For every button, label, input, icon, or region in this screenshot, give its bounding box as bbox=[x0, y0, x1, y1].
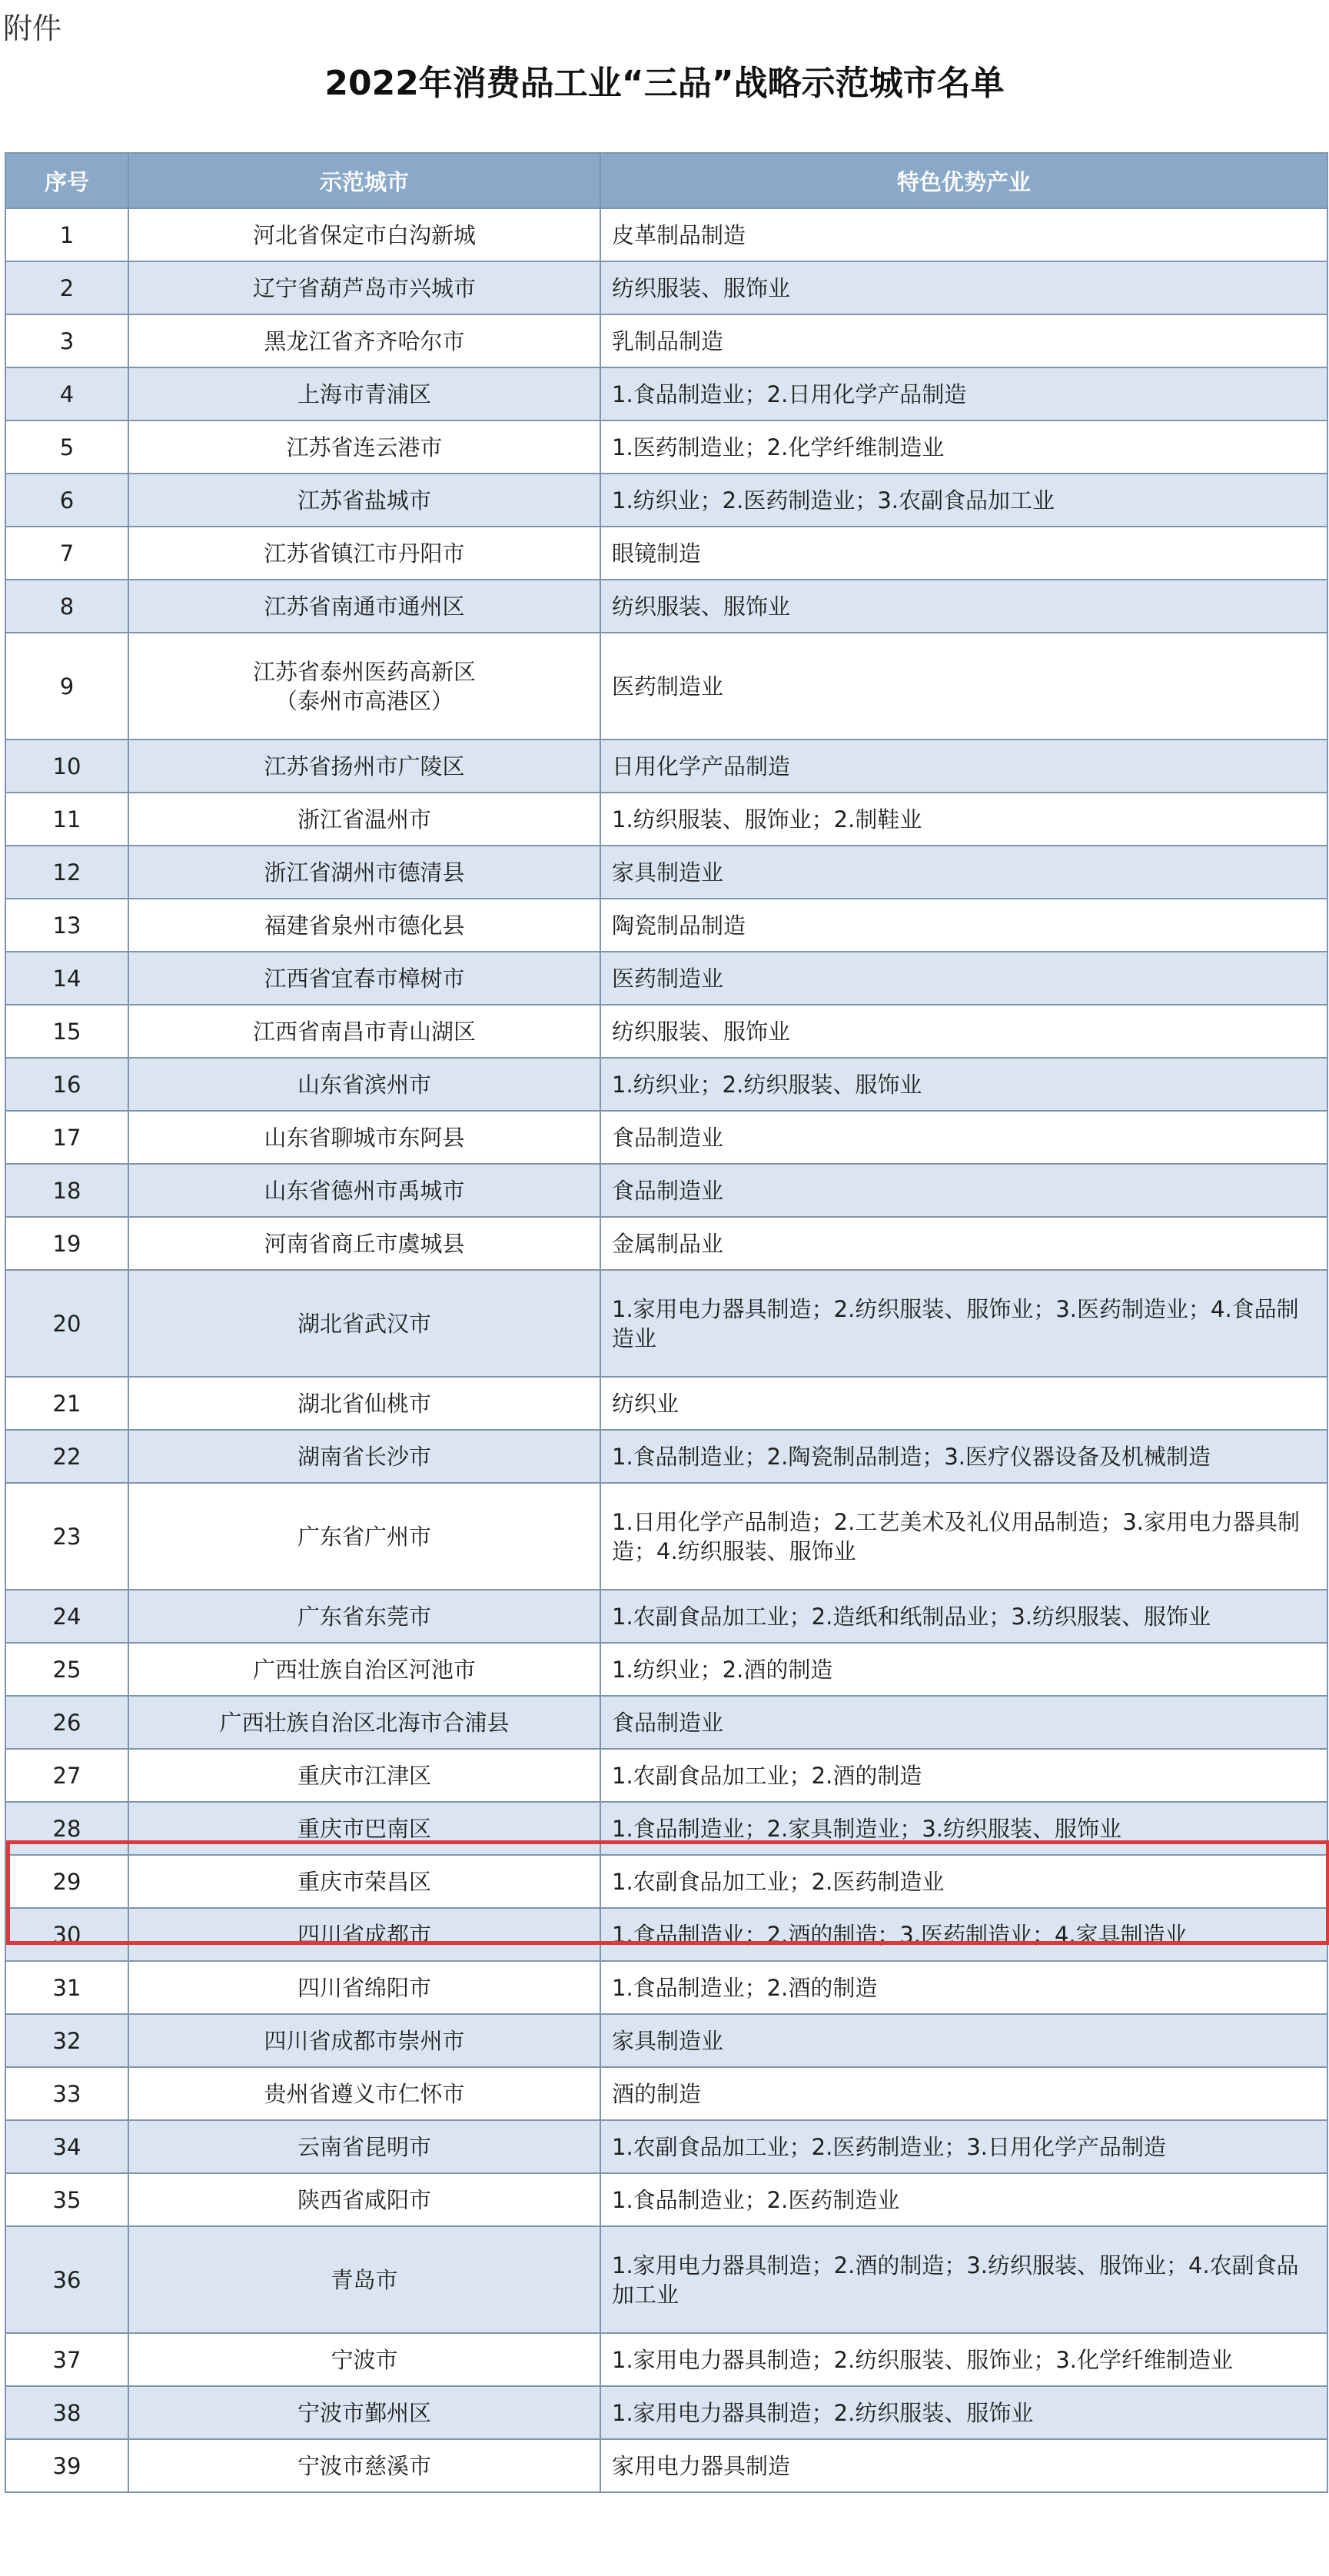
city-name: 福建省泉州市德化县 bbox=[128, 899, 600, 952]
table-row bbox=[5, 208, 1327, 261]
city-name: 宁波市 bbox=[128, 2333, 600, 2386]
industry-text: 食品制造业 bbox=[600, 1696, 1327, 1749]
city-name: 江苏省扬州市广陵区 bbox=[128, 740, 600, 793]
table-row bbox=[5, 2386, 1327, 2439]
industry-text: 1.农副食品加工业；2.造纸和纸制品业；3.纺织服装、服饰业 bbox=[600, 1590, 1327, 1643]
industry-text: 1.家用电力器具制造；2.酒的制造；3.纺织服装、服饰业；4.农副食品加工业 bbox=[600, 2226, 1327, 2333]
row-number: 13 bbox=[5, 899, 128, 952]
city-name: 山东省聊城市东阿县 bbox=[128, 1111, 600, 1164]
city-name: 江苏省泰州医药高新区 （泰州市高港区） bbox=[128, 633, 600, 740]
industry-text: 医药制造业 bbox=[600, 952, 1327, 1005]
city-name: 河南省商丘市虞城县 bbox=[128, 1217, 600, 1270]
table-row bbox=[5, 1111, 1327, 1164]
table-row bbox=[5, 1696, 1327, 1749]
page-title: 2022年消费品工业“三品”战略示范城市名单 bbox=[324, 64, 1005, 103]
table-row bbox=[5, 1058, 1327, 1111]
table-row bbox=[5, 2439, 1327, 2492]
industry-text: 酒的制造 bbox=[600, 2067, 1327, 2120]
row-number: 28 bbox=[5, 1802, 128, 1855]
row-number: 8 bbox=[5, 580, 128, 633]
city-name: 湖南省长沙市 bbox=[128, 1430, 600, 1483]
table-row bbox=[5, 899, 1327, 952]
industry-text: 1.日用化学产品制造；2.工艺美术及礼仪用品制造；3.家用电力器具制造；4.纺织服装、服饰业 bbox=[600, 1483, 1327, 1590]
row-number: 21 bbox=[5, 1377, 128, 1430]
row-number: 25 bbox=[5, 1643, 128, 1696]
industry-text: 1.农副食品加工业；2.酒的制造 bbox=[600, 1749, 1327, 1802]
row-number: 7 bbox=[5, 527, 128, 580]
city-name: 江苏省盐城市 bbox=[128, 474, 600, 527]
city-name: 上海市青浦区 bbox=[128, 367, 600, 420]
industry-text: 1.农副食品加工业；2.医药制造业 bbox=[600, 1855, 1327, 1908]
table-row bbox=[5, 846, 1327, 899]
industry-text: 1.食品制造业；2.陶瓷制品制造；3.医疗仪器设备及机械制造 bbox=[600, 1430, 1327, 1483]
industry-text: 纺织服装、服饰业 bbox=[600, 1005, 1327, 1058]
table-row bbox=[5, 2173, 1327, 2226]
city-name: 青岛市 bbox=[128, 2226, 600, 2333]
city-name: 湖北省仙桃市 bbox=[128, 1377, 600, 1430]
table-row bbox=[5, 1164, 1327, 1217]
city-name: 广西壮族自治区河池市 bbox=[128, 1643, 600, 1696]
industry-text: 家具制造业 bbox=[600, 846, 1327, 899]
table-row bbox=[5, 1217, 1327, 1270]
city-name: 山东省滨州市 bbox=[128, 1058, 600, 1111]
table-row bbox=[5, 367, 1327, 420]
column-header-industry: 特色优势产业 bbox=[600, 153, 1327, 208]
industry-text: 1.食品制造业；2.医药制造业 bbox=[600, 2173, 1327, 2226]
table-row bbox=[5, 1590, 1327, 1643]
table-row bbox=[5, 1855, 1327, 1908]
table-row bbox=[5, 2120, 1327, 2173]
industry-text: 食品制造业 bbox=[600, 1111, 1327, 1164]
table-row bbox=[5, 527, 1327, 580]
city-name: 云南省昆明市 bbox=[128, 2120, 600, 2173]
industry-text: 眼镜制造 bbox=[600, 527, 1327, 580]
table-row bbox=[5, 1643, 1327, 1696]
city-name: 江苏省连云港市 bbox=[128, 420, 600, 474]
industry-text: 1.家用电力器具制造；2.纺织服装、服饰业 bbox=[600, 2386, 1327, 2439]
table-row bbox=[5, 793, 1327, 846]
row-number: 39 bbox=[5, 2439, 128, 2492]
city-name: 江苏省南通市通州区 bbox=[128, 580, 600, 633]
industry-text: 医药制造业 bbox=[600, 633, 1327, 740]
row-number: 24 bbox=[5, 1590, 128, 1643]
city-name: 河北省保定市白沟新城 bbox=[128, 208, 600, 261]
industry-text: 金属制品业 bbox=[600, 1217, 1327, 1270]
column-header-city: 示范城市 bbox=[128, 153, 600, 208]
industry-text: 家用电力器具制造 bbox=[600, 2439, 1327, 2492]
city-name: 广西壮族自治区北海市合浦县 bbox=[128, 1696, 600, 1749]
city-name: 广东省广州市 bbox=[128, 1483, 600, 1590]
city-name: 浙江省温州市 bbox=[128, 793, 600, 846]
row-number: 36 bbox=[5, 2226, 128, 2333]
table-row bbox=[5, 420, 1327, 474]
table-header-row bbox=[5, 153, 1327, 208]
city-name: 重庆市巴南区 bbox=[128, 1802, 600, 1855]
row-number: 14 bbox=[5, 952, 128, 1005]
table-row bbox=[5, 2067, 1327, 2120]
table-row bbox=[5, 2226, 1327, 2333]
table-row bbox=[5, 1270, 1327, 1377]
city-name: 陕西省咸阳市 bbox=[128, 2173, 600, 2226]
row-number: 20 bbox=[5, 1270, 128, 1377]
row-number: 5 bbox=[5, 420, 128, 474]
city-name: 黑龙江省齐齐哈尔市 bbox=[128, 314, 600, 367]
industry-text: 1.农副食品加工业；2.医药制造业；3.日用化学产品制造 bbox=[600, 2120, 1327, 2173]
row-number: 15 bbox=[5, 1005, 128, 1058]
table-row bbox=[5, 474, 1327, 527]
industry-text: 纺织服装、服饰业 bbox=[600, 580, 1327, 633]
row-number: 17 bbox=[5, 1111, 128, 1164]
industry-text: 1.家用电力器具制造；2.纺织服装、服饰业；3.医药制造业；4.食品制造业 bbox=[600, 1270, 1327, 1377]
table-row bbox=[5, 1430, 1327, 1483]
industry-text: 1.家用电力器具制造；2.纺织服装、服饰业；3.化学纤维制造业 bbox=[600, 2333, 1327, 2386]
row-number: 23 bbox=[5, 1483, 128, 1590]
row-number: 33 bbox=[5, 2067, 128, 2120]
row-number: 35 bbox=[5, 2173, 128, 2226]
row-number: 19 bbox=[5, 1217, 128, 1270]
city-name: 四川省成都市 bbox=[128, 1908, 600, 1961]
industry-text: 乳制品制造 bbox=[600, 314, 1327, 367]
industry-text: 1.纺织业；2.纺织服装、服饰业 bbox=[600, 1058, 1327, 1111]
city-name: 江西省南昌市青山湖区 bbox=[128, 1005, 600, 1058]
industry-text: 陶瓷制品制造 bbox=[600, 899, 1327, 952]
city-table bbox=[5, 152, 1328, 2493]
row-number: 37 bbox=[5, 2333, 128, 2386]
city-name: 重庆市荣昌区 bbox=[128, 1855, 600, 1908]
city-name: 山东省德州市禹城市 bbox=[128, 1164, 600, 1217]
industry-text: 1.医药制造业；2.化学纤维制造业 bbox=[600, 420, 1327, 474]
industry-text: 1.食品制造业；2.家具制造业；3.纺织服装、服饰业 bbox=[600, 1802, 1327, 1855]
row-number: 32 bbox=[5, 2014, 128, 2067]
city-name: 江苏省镇江市丹阳市 bbox=[128, 527, 600, 580]
industry-text: 1.纺织业；2.酒的制造 bbox=[600, 1643, 1327, 1696]
city-name: 四川省绵阳市 bbox=[128, 1961, 600, 2014]
city-name: 广东省东莞市 bbox=[128, 1590, 600, 1643]
row-number: 38 bbox=[5, 2386, 128, 2439]
row-number: 31 bbox=[5, 1961, 128, 2014]
table-row bbox=[5, 633, 1327, 740]
industry-text: 皮革制品制造 bbox=[600, 208, 1327, 261]
industry-text: 1.纺织服装、服饰业；2.制鞋业 bbox=[600, 793, 1327, 846]
city-name: 浙江省湖州市德清县 bbox=[128, 846, 600, 899]
table-row bbox=[5, 1908, 1327, 1961]
row-number: 3 bbox=[5, 314, 128, 367]
industry-text: 纺织业 bbox=[600, 1377, 1327, 1430]
row-number: 22 bbox=[5, 1430, 128, 1483]
industry-text: 日用化学产品制造 bbox=[600, 740, 1327, 793]
industry-text: 1.食品制造业；2.酒的制造；3.医药制造业；4.家具制造业 bbox=[600, 1908, 1327, 1961]
row-number: 6 bbox=[5, 474, 128, 527]
city-name: 贵州省遵义市仁怀市 bbox=[128, 2067, 600, 2120]
row-number: 34 bbox=[5, 2120, 128, 2173]
row-number: 12 bbox=[5, 846, 128, 899]
city-name: 宁波市慈溪市 bbox=[128, 2439, 600, 2492]
city-name: 江西省宜春市樟树市 bbox=[128, 952, 600, 1005]
row-number: 29 bbox=[5, 1855, 128, 1908]
table-row bbox=[5, 2333, 1327, 2386]
table-row bbox=[5, 261, 1327, 314]
industry-text: 食品制造业 bbox=[600, 1164, 1327, 1217]
column-header-number: 序号 bbox=[5, 153, 128, 208]
table-row bbox=[5, 580, 1327, 633]
row-number: 27 bbox=[5, 1749, 128, 1802]
city-name: 辽宁省葫芦岛市兴城市 bbox=[128, 261, 600, 314]
industry-text: 1.食品制造业；2.日用化学产品制造 bbox=[600, 367, 1327, 420]
row-number: 1 bbox=[5, 208, 128, 261]
city-name: 湖北省武汉市 bbox=[128, 1270, 600, 1377]
table-row bbox=[5, 1483, 1327, 1590]
city-name: 重庆市江津区 bbox=[128, 1749, 600, 1802]
industry-text: 纺织服装、服饰业 bbox=[600, 261, 1327, 314]
row-number: 26 bbox=[5, 1696, 128, 1749]
city-name: 宁波市鄞州区 bbox=[128, 2386, 600, 2439]
row-number: 30 bbox=[5, 1908, 128, 1961]
row-number: 4 bbox=[5, 367, 128, 420]
industry-text: 1.纺织业；2.医药制造业；3.农副食品加工业 bbox=[600, 474, 1327, 527]
table-body bbox=[5, 208, 1327, 2492]
table-row bbox=[5, 314, 1327, 367]
city-name: 四川省成都市崇州市 bbox=[128, 2014, 600, 2067]
attachment-label: 附件 bbox=[3, 12, 62, 45]
table-row bbox=[5, 1377, 1327, 1430]
industry-text: 1.食品制造业；2.酒的制造 bbox=[600, 1961, 1327, 2014]
row-number: 10 bbox=[5, 740, 128, 793]
table-row bbox=[5, 952, 1327, 1005]
row-number: 2 bbox=[5, 261, 128, 314]
row-number: 9 bbox=[5, 633, 128, 740]
table-row bbox=[5, 740, 1327, 793]
table-row bbox=[5, 1749, 1327, 1802]
row-number: 11 bbox=[5, 793, 128, 846]
row-number: 16 bbox=[5, 1058, 128, 1111]
table-row bbox=[5, 1802, 1327, 1855]
table-row bbox=[5, 1005, 1327, 1058]
row-number: 18 bbox=[5, 1164, 128, 1217]
city-table-container bbox=[5, 152, 1327, 2493]
table-row bbox=[5, 1961, 1327, 2014]
industry-text: 家具制造业 bbox=[600, 2014, 1327, 2067]
table-row bbox=[5, 2014, 1327, 2067]
